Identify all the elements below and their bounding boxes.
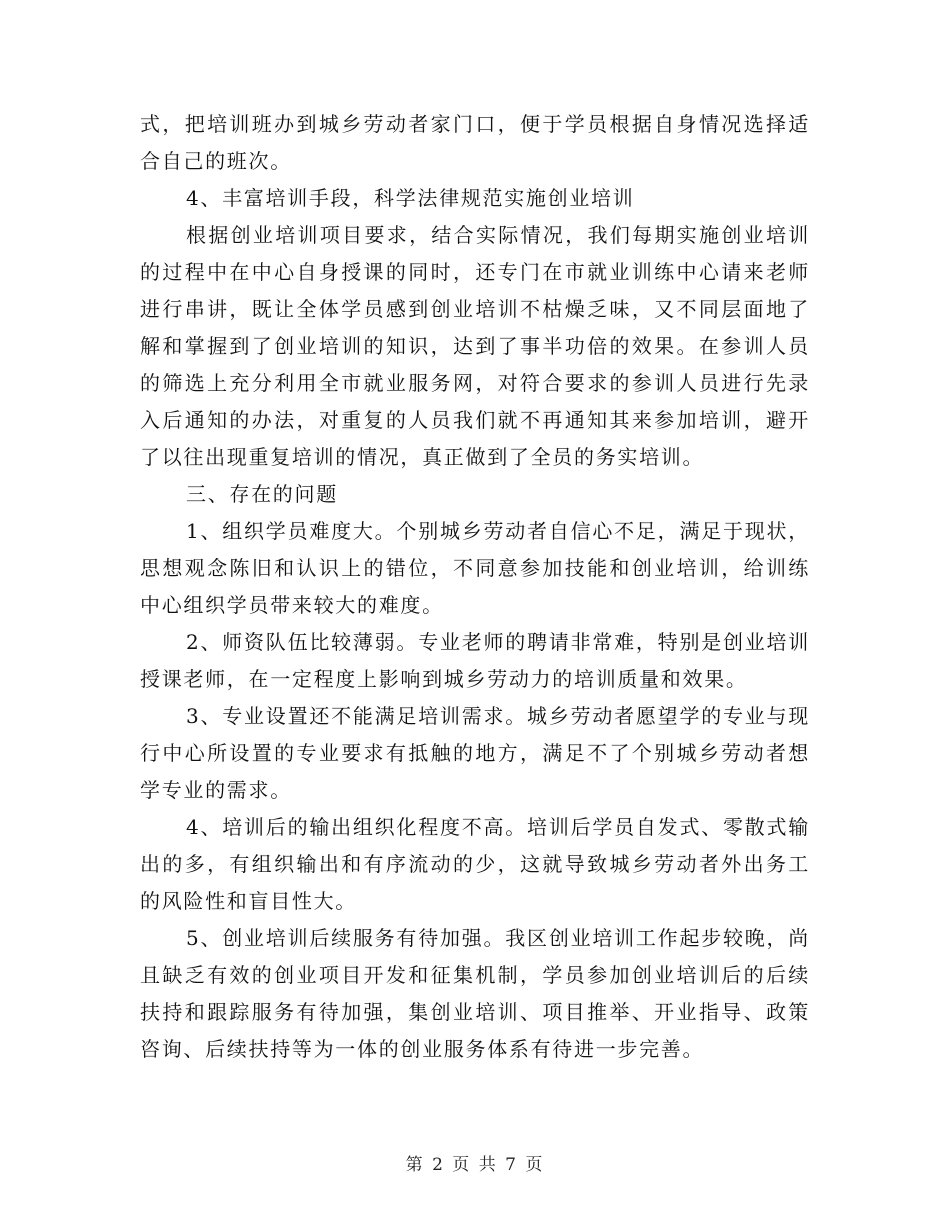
problem-item-2: 2、师资队伍比较薄弱。专业老师的聘请非常难，特别是创业培训授课老师，在一定程度上影响到城乡劳动力的培训质量和效果。 (140, 630, 810, 691)
problem-item-4: 4、培训后的输出组织化程度不高。培训后学员自发式、零散式输出的多，有组织输出和有序流动的少，这就导致城乡劳动者外出务工的风险性和盲目性大。 (140, 815, 810, 913)
subheading-4-training-methods: 4、丰富培训手段，科学法律规范实施创业培训 (186, 186, 635, 210)
page-number-footer: 第 2 页 共 7 页 (405, 1155, 545, 1175)
problem-item-3: 3、专业设置还不能满足培训需求。城乡劳动者愿望学的专业与现行中心所设置的专业要求有抵触的地方，满足不了个别城乡劳动者想学专业的需求。 (140, 704, 810, 802)
document-body (140, 106, 810, 1068)
problem-item-1: 1、组织学员难度大。个别城乡劳动者自信心不足，满足于现状，思想观念陈旧和认识上的错位，不同意参加技能和创业培训，给训练中心组织学员带来较大的难度。 (140, 519, 810, 617)
paragraph-training-implementation: 根据创业培训项目要求，结合实际情况，我们每期实施创业培训的过程中在中心自身授课的同时，还专门在市就业训练中心请来老师进行串讲，既让全体学员感到创业培训不枯燥乏味，又不同层面地了解和掌握到了创业培训的知识，达到了事半功倍的效果。在参训人员的筛选上充分利用全市就业服务网，对符合要求的参训人员进行先录入后通知的办法，对重复的人员我们就不再通知其来参加培训，避开了以往出现重复培训的情况，真正做到了全员的务实培训。 (140, 223, 810, 469)
paragraph-continuation: 式，把培训班办到城乡劳动者家门口，便于学员根据自身情况选择适合自己的班次。 (140, 112, 810, 173)
section-heading-existing-problems: 三、存在的问题 (186, 482, 338, 506)
problem-item-5: 5、创业培训后续服务有待加强。我区创业培训工作起步较晚，尚且缺乏有效的创业项目开发和征集机制，学员参加创业培训后的后续扶持和跟踪服务有待加强，集创业培训、项目推举、开业指导、政策咨询、后续扶持等为一体的创业服务体系有待进一步完善。 (140, 926, 810, 1061)
